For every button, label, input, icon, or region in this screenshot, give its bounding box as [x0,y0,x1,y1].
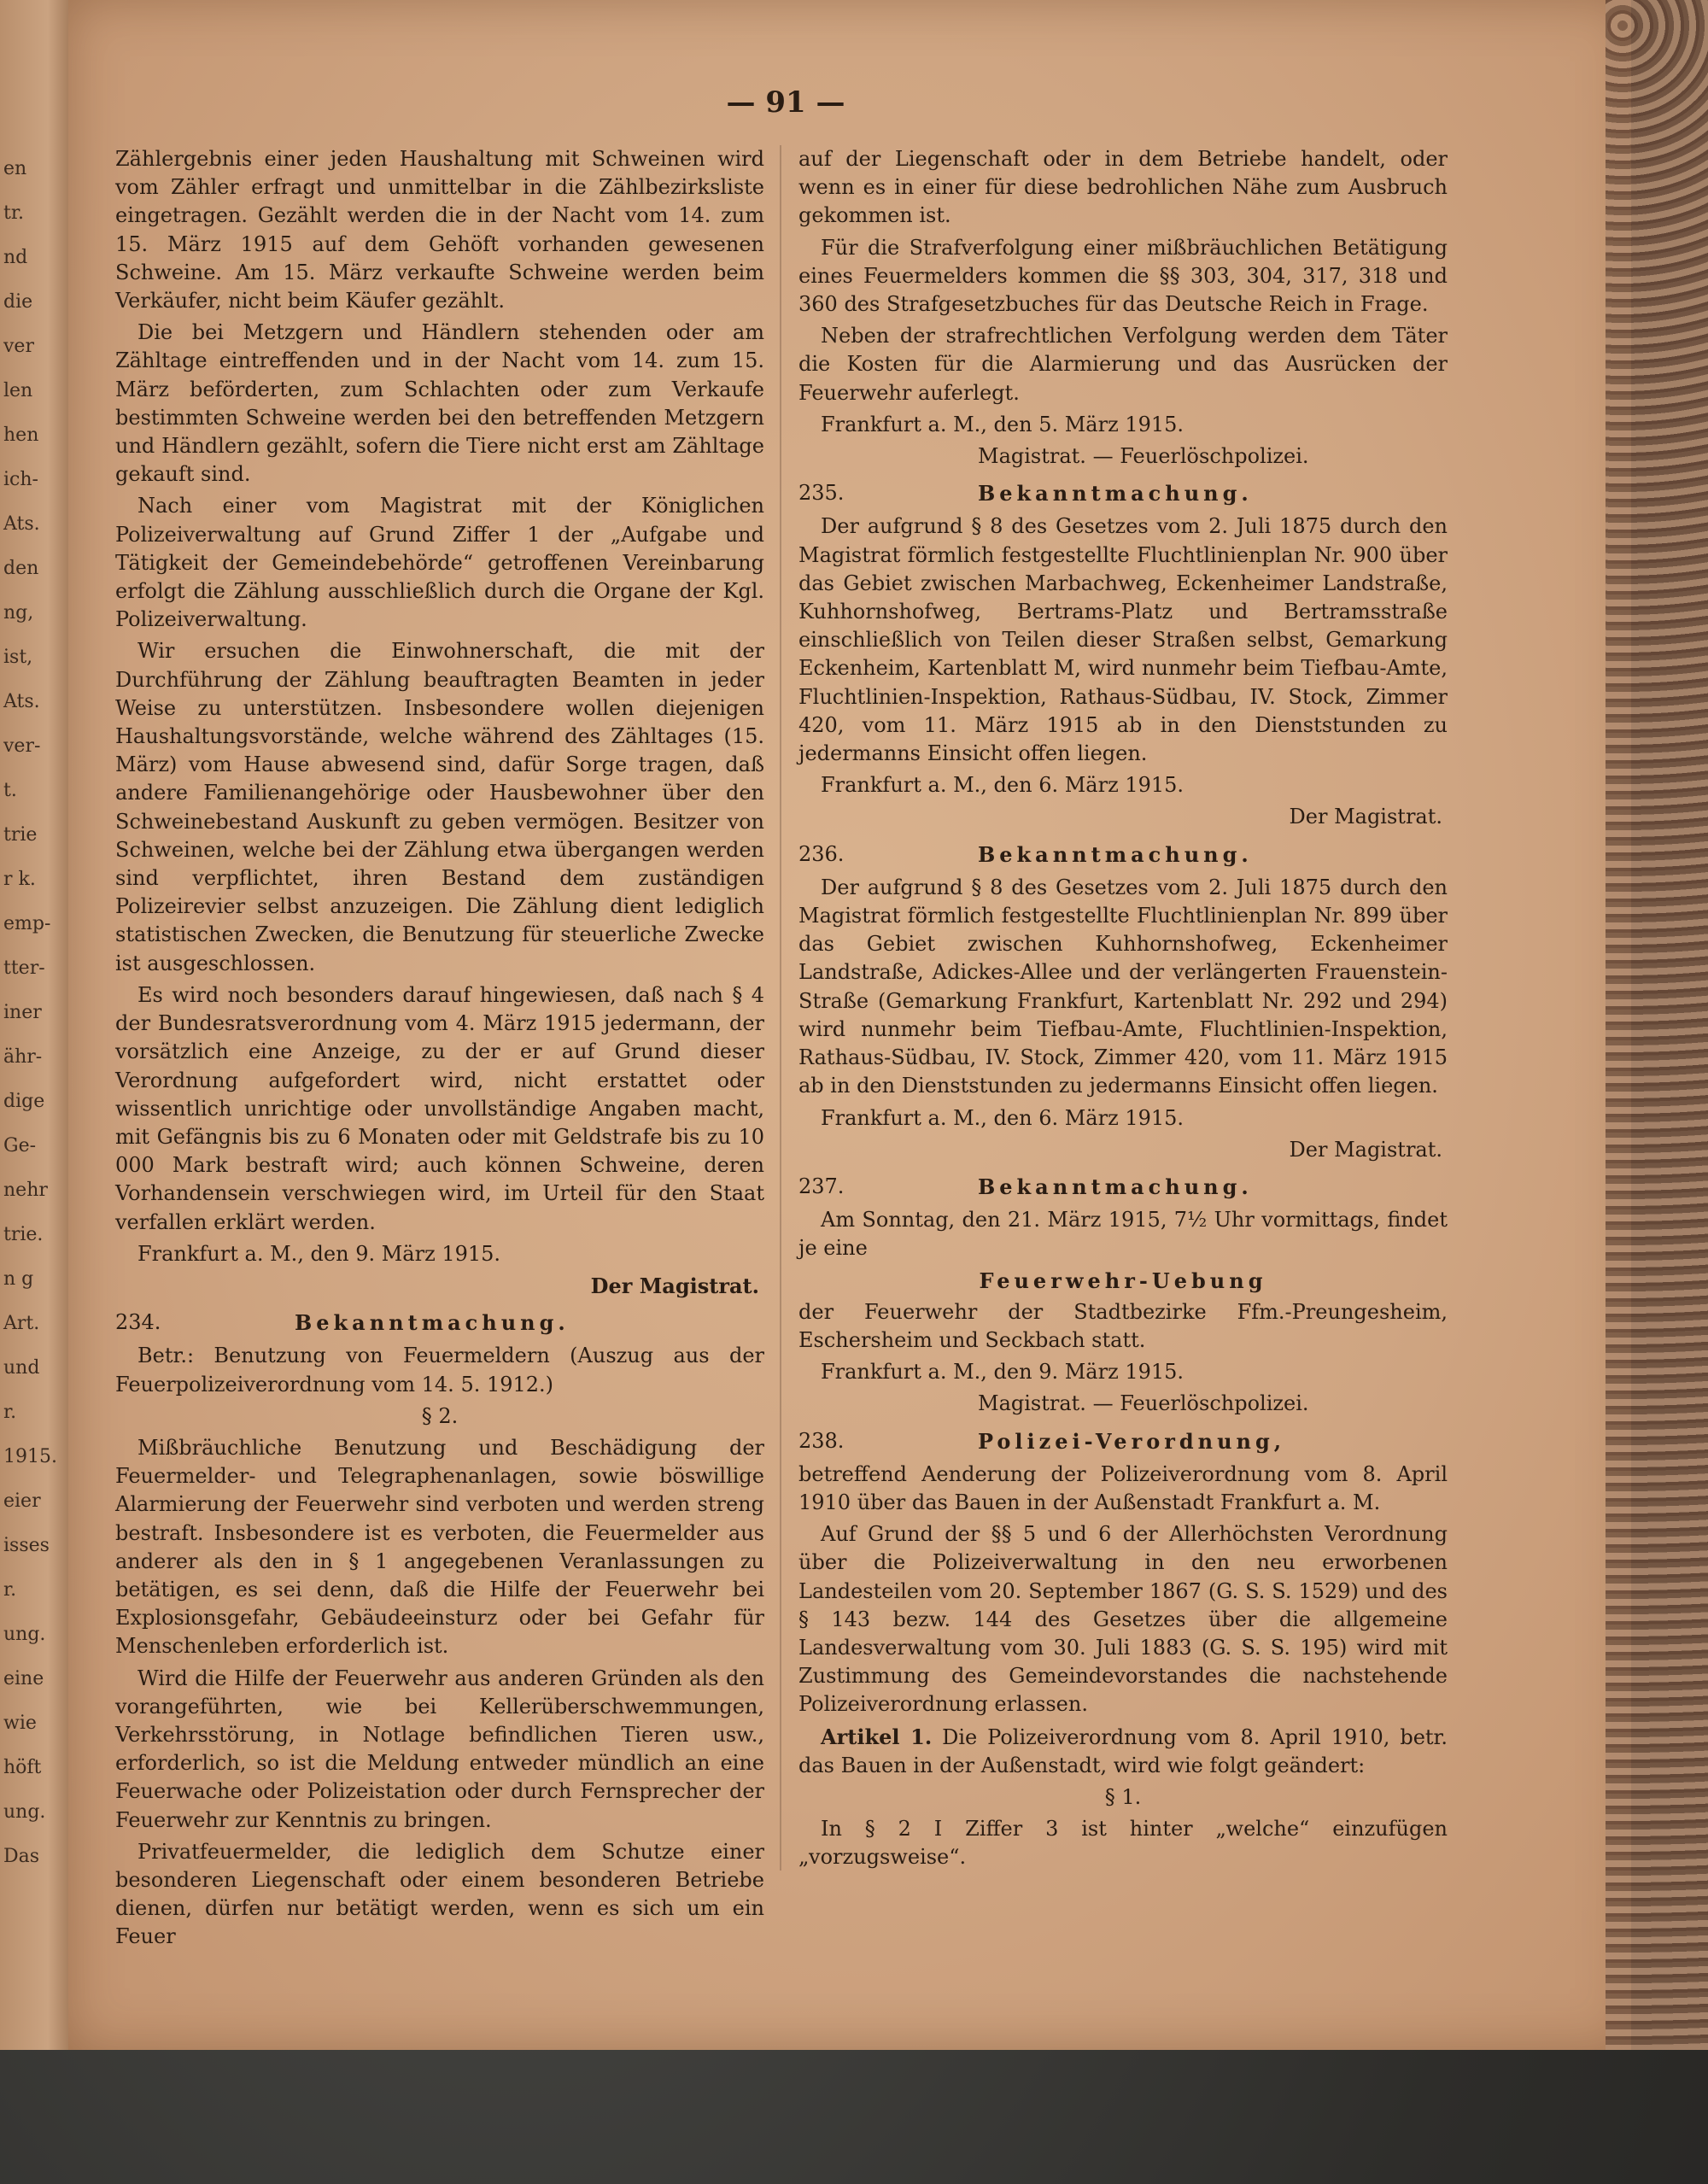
column-divider [780,145,781,1871]
notice-number: 235. [798,481,845,506]
paragraph: Zählergebnis einer jeden Haushaltung mit Schweinen wird vom Zähler erfragt und unmittelbar in die Zählbezirksliste eingetragen. Gezählt werden die in der Nacht vom 14. zum 15. März 1915 auf dem Gehöft vorhanden gewesenen Schweine. Am 15. März verkaufte Schweine werden beim Verkäufer, nicht beim Käufer gezählt. [115,147,764,313]
signature: Der Magistrat. [590,1273,759,1298]
article-text: Die Polizeiverordnung vom 8. April 1910, betr. das Bauen in der Außenstadt, wird wie folgt geändert: [798,1724,1448,1777]
paragraph: Für die Strafverfolgung einer mißbräuchlichen Betätigung eines Feuermelders kommen die §§ 303, 304, 317, 318 und 360 des Strafgesetzbuches für das Deutsche Reich in Frage. [798,235,1448,317]
notice-title: Bekanntmachung. [978,1174,1253,1199]
previous-page-fragment: Ge- [3,1135,37,1156]
paragraph: der Feuerwehr der Stadtbezirke Ffm.-Preungesheim, Eschersheim und Seckbach statt. [798,1299,1448,1352]
signature: Der Magistrat. [1289,1137,1442,1162]
notice-number: 237. [798,1174,845,1198]
previous-page-fragment: eine [3,1668,44,1689]
previous-page-fragment: trie. [3,1224,44,1245]
paragraph: Der aufgrund § 8 des Gesetzes vom 2. Juli 1875 durch den Magistrat förmlich festgestellte Fluchtlinienplan Nr. 899 über das Gebiet zwischen Kuhhornshofweg, Eckenheimer Landstraße, Adickes-Allee und der verlängerten Frauenstein-Straße (Gemarkung Frankfurt, Kartenblatt Nr. 292 und 294) wird nunmehr beim Tiefbau-Amte, Fluchtlinien-Inspektion, Rathaus-Südbau, IV. Stock, Zimmer 420, vom 11. März 1915 ab in den Dienststunden zu jedermanns Einsicht offen liegen. [798,875,1448,1098]
previous-page-fragment: r. [3,1402,17,1423]
previous-page-fragment: Art. [3,1313,40,1334]
event-title: Feuerwehr-Uebung [979,1268,1267,1293]
marbled-book-edge [1606,0,1708,2050]
previous-page-fragment: ich- [3,469,38,490]
previous-page-fragment: en [3,158,27,179]
date-line: Frankfurt a. M., den 6. März 1915. [821,773,1184,798]
notice-number: 236. [798,841,845,866]
page-number: — 91 — [726,85,845,120]
previous-page-fragment: ung. [3,1801,46,1823]
previous-page-fragment: trie [3,824,38,846]
paragraph: In § 2 I Ziffer 3 ist hinter „welche“ einzufügen „vorzugsweise“. [798,1817,1448,1870]
paragraph: Mißbräuchliche Benutzung und Beschädigung der Feuermelder- und Telegraphenanlagen, sowie böswillige Alarmierung der Feuerwehr sind verboten und werden streng bestraft. Insbesondere ist es verboten, die Feuermelder aus anderer als den in § 1 angegebenen Veranlassungen zu betätigen, es sei denn, daß die Hilfe der Feuerwehr bei Explosionsgefahr, Gebäudeeinsturz oder bei Gefahr für Menschenleben erforderlich ist. [115,1435,764,1659]
section-heading: § 1. [1104,1784,1142,1809]
date-line: Frankfurt a. M., den 6. März 1915. [821,1105,1184,1130]
left-column [115,145,764,1955]
previous-page-fragment: ver [3,336,34,357]
paragraph: Neben der strafrechtlichen Verfolgung werden dem Täter die Kosten für die Alarmierung und das Ausrücken der Feuerwehr auferlegt. [798,324,1448,405]
notice-number: 238. [798,1428,845,1453]
paragraph: Es wird noch besonders darauf hingewiesen, daß nach § 4 der Bundesratsverordnung vom 4. März 1915 jedermann, der vorsätzlich eine Anzeige, zu der er auf Grund dieser Verordnung aufgefordert wird, nicht erstattet oder wissentlich unrichtige oder unvollständige Angaben macht, mit Gefängnis bis zu 6 Monaten oder mit Geldstrafe bis zu 10 000 Mark bestraft wird; auch können Schweine, deren Vorhandensein verschwiegen wird, im Urteil für den Staat verfallen erklärt werden. [115,982,764,1234]
previous-page-fragment: Ats. [3,691,40,712]
signature: Magistrat. — Feuerlöschpolizei. [978,444,1309,469]
previous-page-fragment: r k. [3,869,36,890]
date-line: Frankfurt a. M., den 5. März 1915. [821,412,1184,436]
signature: Der Magistrat. [1289,805,1442,829]
previous-page-fragment: 1915. [3,1446,57,1467]
notice-subtitle: betreffend Aenderung der Polizeiverordnung vom 8. April 1910 über das Bauen in der Außenstadt Frankfurt a. M. [798,1461,1448,1514]
previous-page-fragment: t. [3,780,17,801]
right-column [798,145,1448,1876]
previous-page-edge [0,0,68,2050]
signature: Magistrat. — Feuerlöschpolizei. [978,1391,1309,1416]
previous-page-fragment: Das [3,1846,40,1867]
paragraph: Wird die Hilfe der Feuerwehr aus anderen Gründen als den vorangeführten, wie bei Kellerüberschwemmungen, Verkehrsstörung, in Notlage befindlichen Tieren usw., erforderlich, so ist die Meldung entweder mündlich an eine Feuerwache oder Polizeistation oder durch Fernsprecher der Feuerwehr zur Kenntnis zu bringen. [115,1666,764,1832]
previous-page-fragment: iner [3,1002,42,1023]
notice-title: Bekanntmachung. [978,841,1253,867]
article-paragraph [798,1723,1448,1780]
notice-number: 234. [115,1310,161,1335]
notice-title: Bekanntmachung. [295,1310,570,1336]
paragraph: Die bei Metzgern und Händlern stehenden oder am Zähltage eintreffenden und in der Nacht vom 14. zum 15. März beförderten, zum Schlachten oder zum Verkaufe bestimmten Schweine werden bei den betreffenden Metzgern und Händlern gezählt, sofern die Tiere nicht erst am Zähltage gekauft sind. [115,320,764,487]
notice-subject: Betr.: Benutzung von Feuermeldern (Auszug aus der Feuerpolizeiverordnung vom 14. 5. 1912.) [115,1344,764,1396]
previous-page-fragment: dige [3,1091,45,1112]
previous-page-fragment: die [3,291,33,313]
previous-page-fragment: isses [3,1535,50,1556]
notice-heading-235 [798,479,1448,507]
notice-heading-238 [798,1427,1448,1455]
previous-page-fragment: eier [3,1490,41,1512]
paragraph: auf der Liegenschaft oder in dem Betriebe handelt, oder wenn es in einer für diese bedrohlichen Nähe zum Ausbruch gekommen ist. [798,147,1448,228]
paragraph: Nach einer vom Magistrat mit der Königlichen Polizeiverwaltung auf Grund Ziffer 1 der „Aufgabe und Tätigkeit der Gemeindebehörde“ getroffenen Vereinbarung erfolgt die Zählung ausschließlich durch die Organe der Kgl. Polizeiverwaltung. [115,494,764,632]
date-line: Frankfurt a. M., den 9. März 1915. [137,1241,501,1266]
previous-page-fragment: r. [3,1579,17,1601]
paragraph: Am Sonntag, den 21. März 1915, 7½ Uhr vormittags, findet je eine [798,1208,1448,1261]
paragraph: Der aufgrund § 8 des Gesetzes vom 2. Juli 1875 durch den Magistrat förmlich festgestellte Fluchtlinienplan Nr. 900 über das Gebiet zwischen Marbachweg, Eckenheimer Landstraße, Kuhhornshofweg, Bertrams-Platz und Bertramsstraße einschließlich von Teilen dieser Straßen selbst, Gemarkung Eckenheim, Kartenblatt M, wird nunmehr beim Tiefbau-Amte, Fluchtlinien-Inspektion, Rathaus-Südbau, IV. Stock, Zimmer 420, vom 11. März 1915 ab in den Dienststunden zu jedermanns Einsicht offen liegen. [798,514,1448,766]
previous-page-fragment: ähr- [3,1046,43,1068]
previous-page-fragment: höft [3,1757,42,1778]
notice-heading-236 [798,840,1448,869]
previous-page-fragment: len [3,380,33,401]
date-line: Frankfurt a. M., den 9. März 1915. [821,1360,1184,1385]
previous-page-fragment: nehr [3,1180,48,1201]
previous-page-fragment: n g [3,1268,34,1290]
previous-page-fragment: den [3,558,39,579]
previous-page-fragment: hen [3,425,39,446]
previous-page-fragment: ung. [3,1624,46,1645]
previous-page-fragment: nd [3,247,28,268]
notice-title: Polizei-Verordnung, [978,1428,1286,1454]
notice-heading-237 [798,1173,1448,1201]
paragraph: Wir ersuchen die Einwohnerschaft, die mit der Durchführung der Zählung beauftragten Beamten in jeder Weise zu unterstützen. Insbesondere wollen diejenigen Haushaltungsvorstände, welche während des Zähltages (15. März) vom Hause abwesend sind, dafür Sorge tragen, daß andere Familienangehörige oder Hausbewohner über den Schweinebestand Auskunft zu geben vermögen. Besitzer von Schweinen, welche bei der Zählung etwa übergangen werden sind verpflichtet, ihren Bestand dem zuständigen Polizeirevier selbst anzuzeigen. Die Zählung dient lediglich statistischen Zwecken, die Benutzung für steuerliche Zwecke ist ausgeschlossen. [115,639,764,975]
paragraph: Auf Grund der §§ 5 und 6 der Allerhöchsten Verordnung über die Polizeiverwaltung in den neu erworbenen Landesteilen vom 20. September 1867 (G. S. S. 1529) und des § 143 bezw. 144 des Gesetzes über die allgemeine Landesverwaltung vom 30. Juli 1883 (G. S. S. 195) wird mit Zustimmung des Gemeindevorstandes die nachstehende Polizeiverordnung erlassen. [798,1522,1448,1717]
previous-page-fragment: ng, [3,602,34,624]
notice-heading-234 [115,1309,764,1337]
previous-page-fragment: tr. [3,202,24,224]
article-label: Artikel 1. [821,1724,933,1749]
previous-page-fragment: emp- [3,913,51,934]
paragraph: Privatfeuermelder, die lediglich dem Schutze einer besonderen Liegenschaft oder einem besonderen Betriebe dienen, dürfen nur betätigt werden, wenn es sich um ein Feuer [115,1839,764,1949]
section-heading: § 2. [421,1403,459,1428]
previous-page-fragment: ist, [3,647,33,668]
previous-page-fragment: und [3,1357,40,1379]
notice-title: Bekanntmachung. [978,481,1253,506]
previous-page-fragment: tter- [3,957,45,979]
previous-page-fragment: Ats. [3,513,40,535]
previous-page-fragment: ver- [3,735,41,757]
previous-page-fragment: wie [3,1713,37,1734]
